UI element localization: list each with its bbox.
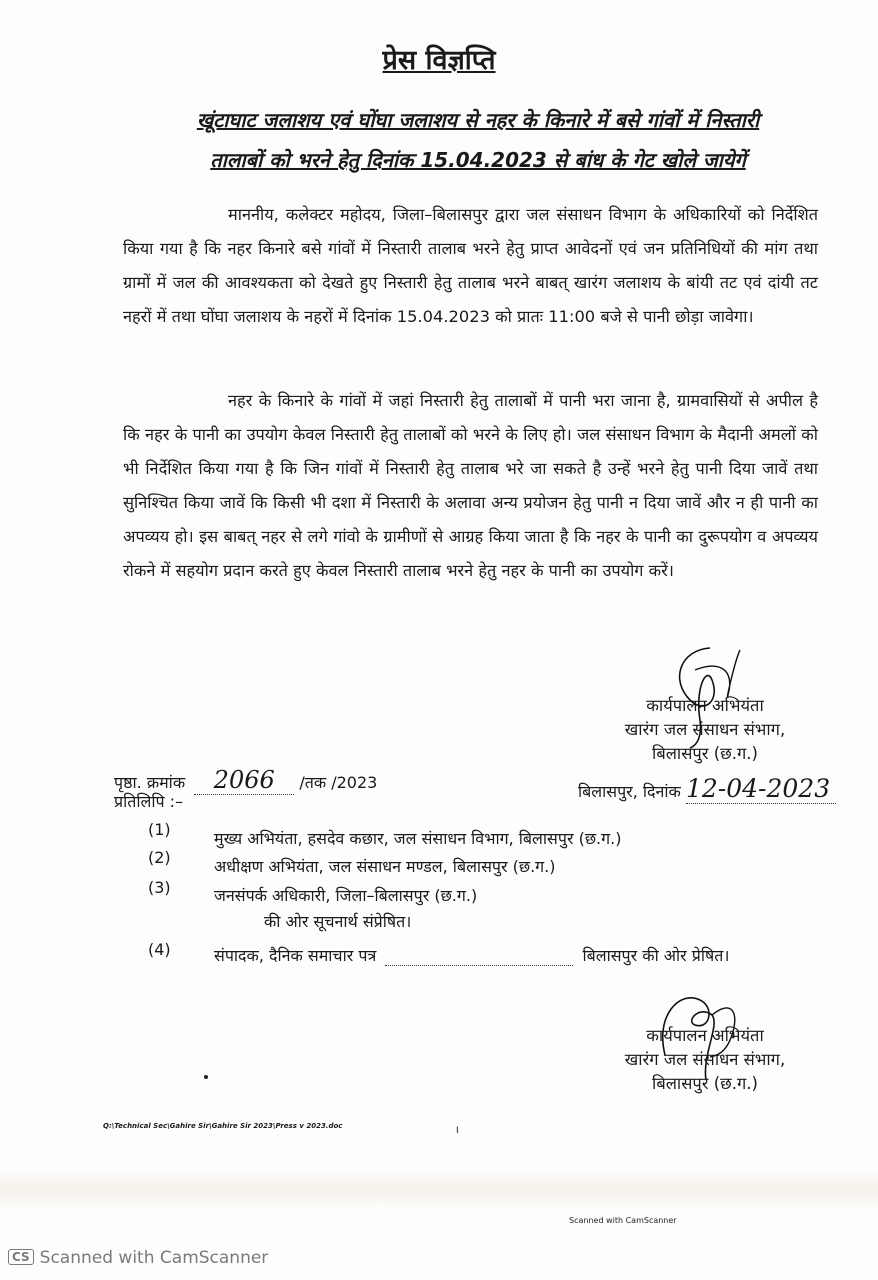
reference-date-label: बिलासपुर, दिनांक (578, 782, 681, 801)
signature-2-office: खारंग जल संसाधन संभाग, (624, 1050, 786, 1069)
scanned-with-small: Scanned with CamScanner (569, 1216, 677, 1225)
reference-number-handwritten: 2066 (213, 766, 275, 794)
signature-block-2 (560, 1024, 850, 1096)
signature-1-designation: कार्यपालन अभियंता (646, 696, 764, 715)
headline-line-2: तालाबों को भरने हेतु दिनांक 15.04.2023 से बांध के गेट खोले जायेगें (210, 148, 746, 172)
page-mark: I (456, 1126, 459, 1136)
copy-text-4 (214, 944, 729, 966)
signature-2-place: बिलासपुर (छ.ग.) (652, 1074, 758, 1093)
signature-1-office: खारंग जल संसाधन संभाग, (624, 720, 786, 739)
copy-text-2: अधीक्षण अभियंता, जल संसाधन मण्डल, बिलासपुर (छ.ग.) (214, 857, 556, 876)
signature-block-1 (560, 694, 850, 766)
copy-text-4-start: संपादक, दैनिक समाचार पत्र (214, 946, 377, 965)
ink-dot (204, 1075, 208, 1079)
bleed-through-band (0, 1172, 878, 1208)
copy-number-2: (2) (148, 848, 171, 867)
signature-1-place: बिलासपुर (छ.ग.) (652, 744, 758, 763)
headline (118, 100, 838, 180)
reference-date-handwritten: 12-04-2023 (685, 774, 831, 803)
watermark-text: Scanned with CamScanner (39, 1248, 269, 1268)
copy-text-1: मुख्य अभियंता, हसदेव कछार, जल संसाधन विभाग, बिलासपुर (छ.ग.) (214, 829, 622, 848)
copy-number-3: (3) (148, 878, 171, 897)
headline-line-1: खूंटाघाट जलाशय एवं घोंघा जलाशय से नहर के किनारे में बसे गांवों में निस्तारी (196, 108, 760, 132)
copy-text-4-end: बिलासपुर की ओर प्रेषित। (582, 946, 730, 965)
copy-number-4: (4) (148, 940, 171, 959)
copy-text-3-continued: की ओर सूचनार्थ संप्रेषित। (264, 912, 412, 931)
reference-suffix: /तक /2023 (299, 773, 378, 792)
copy-text-3: जनसंपर्क अधिकारी, जिला–बिलासपुर (छ.ग.) (214, 886, 478, 905)
footer-file-path: Q:\Technical Sec\Gahire Sir\Gahire Sir 2023\Press v 2023.doc (103, 1122, 343, 1130)
copy-to-label: प्रतिलिपि :– (114, 792, 184, 811)
page-title: प्रेस विज्ञप्ति (382, 45, 496, 76)
copy-number-1: (1) (148, 820, 171, 839)
reference-label: पृष्ठा. क्रमांक (114, 773, 186, 792)
camscanner-watermark (8, 1248, 268, 1268)
reference-date (578, 774, 836, 804)
signature-2-designation: कार्यपालन अभियंता (646, 1026, 764, 1045)
paragraph-1: माननीय, कलेक्टर महोदय, जिला–बिलासपुर द्वारा जल संसाधन विभाग के अधिकारियों को निर्देशित किया गया है कि नहर किनारे बसे गांवों में निस्तारी तालाब भरने हेतु प्राप्त आवेदनों एवं जन प्रतिनिधियों की मांग तथा ग्रामों में जल की आवश्यकता को देखते हुए निस्तारी हेतु तालाब भरने बाबत् खारंग जलाशय के बांयी तट एवं दांयी तट नहरों में तथा घोंघा जलाशय के नहरों में दिनांक 15.04.2023 को प्रातः 11:00 बजे से पानी छोड़ा जावेगा। (123, 205, 818, 326)
blank-dotted-line (385, 946, 573, 966)
paragraph-2: नहर के किनारे के गांवों में जहां निस्तारी हेतु तालाबों में पानी भरा जाना है, ग्रामवासियों से अपील है कि नहर के पानी का उपयोग केवल निस्तारी हेतु तालाबों को भरने के लिए हो। जल संसाधन विभाग के मैदानी अमलों को भी निर्देशित किया गया है कि जिन गांवों में निस्तारी हेतु तालाब भरे जा सकते है उन्हें भरने हेतु पानी दिया जावें तथा सुनिश्चित किया जावें कि किसी भी दशा में निस्तारी के अलावा अन्य प्रयोजन हेतु पानी न दिया जावें और न ही पानी का अपव्यय हो। इस बाबत् नहर से लगे गांवो के ग्रामीणों से आग्रह किया जाता है कि नहर के पानी का दुरूपयोग व अपव्यय रोकने में सहयोग प्रदान करते हुए केवल निस्तारी तालाब भरने हेतु नहर के पानी का उपयोग करें। (123, 391, 818, 580)
camscanner-logo-icon: CS (8, 1249, 34, 1265)
